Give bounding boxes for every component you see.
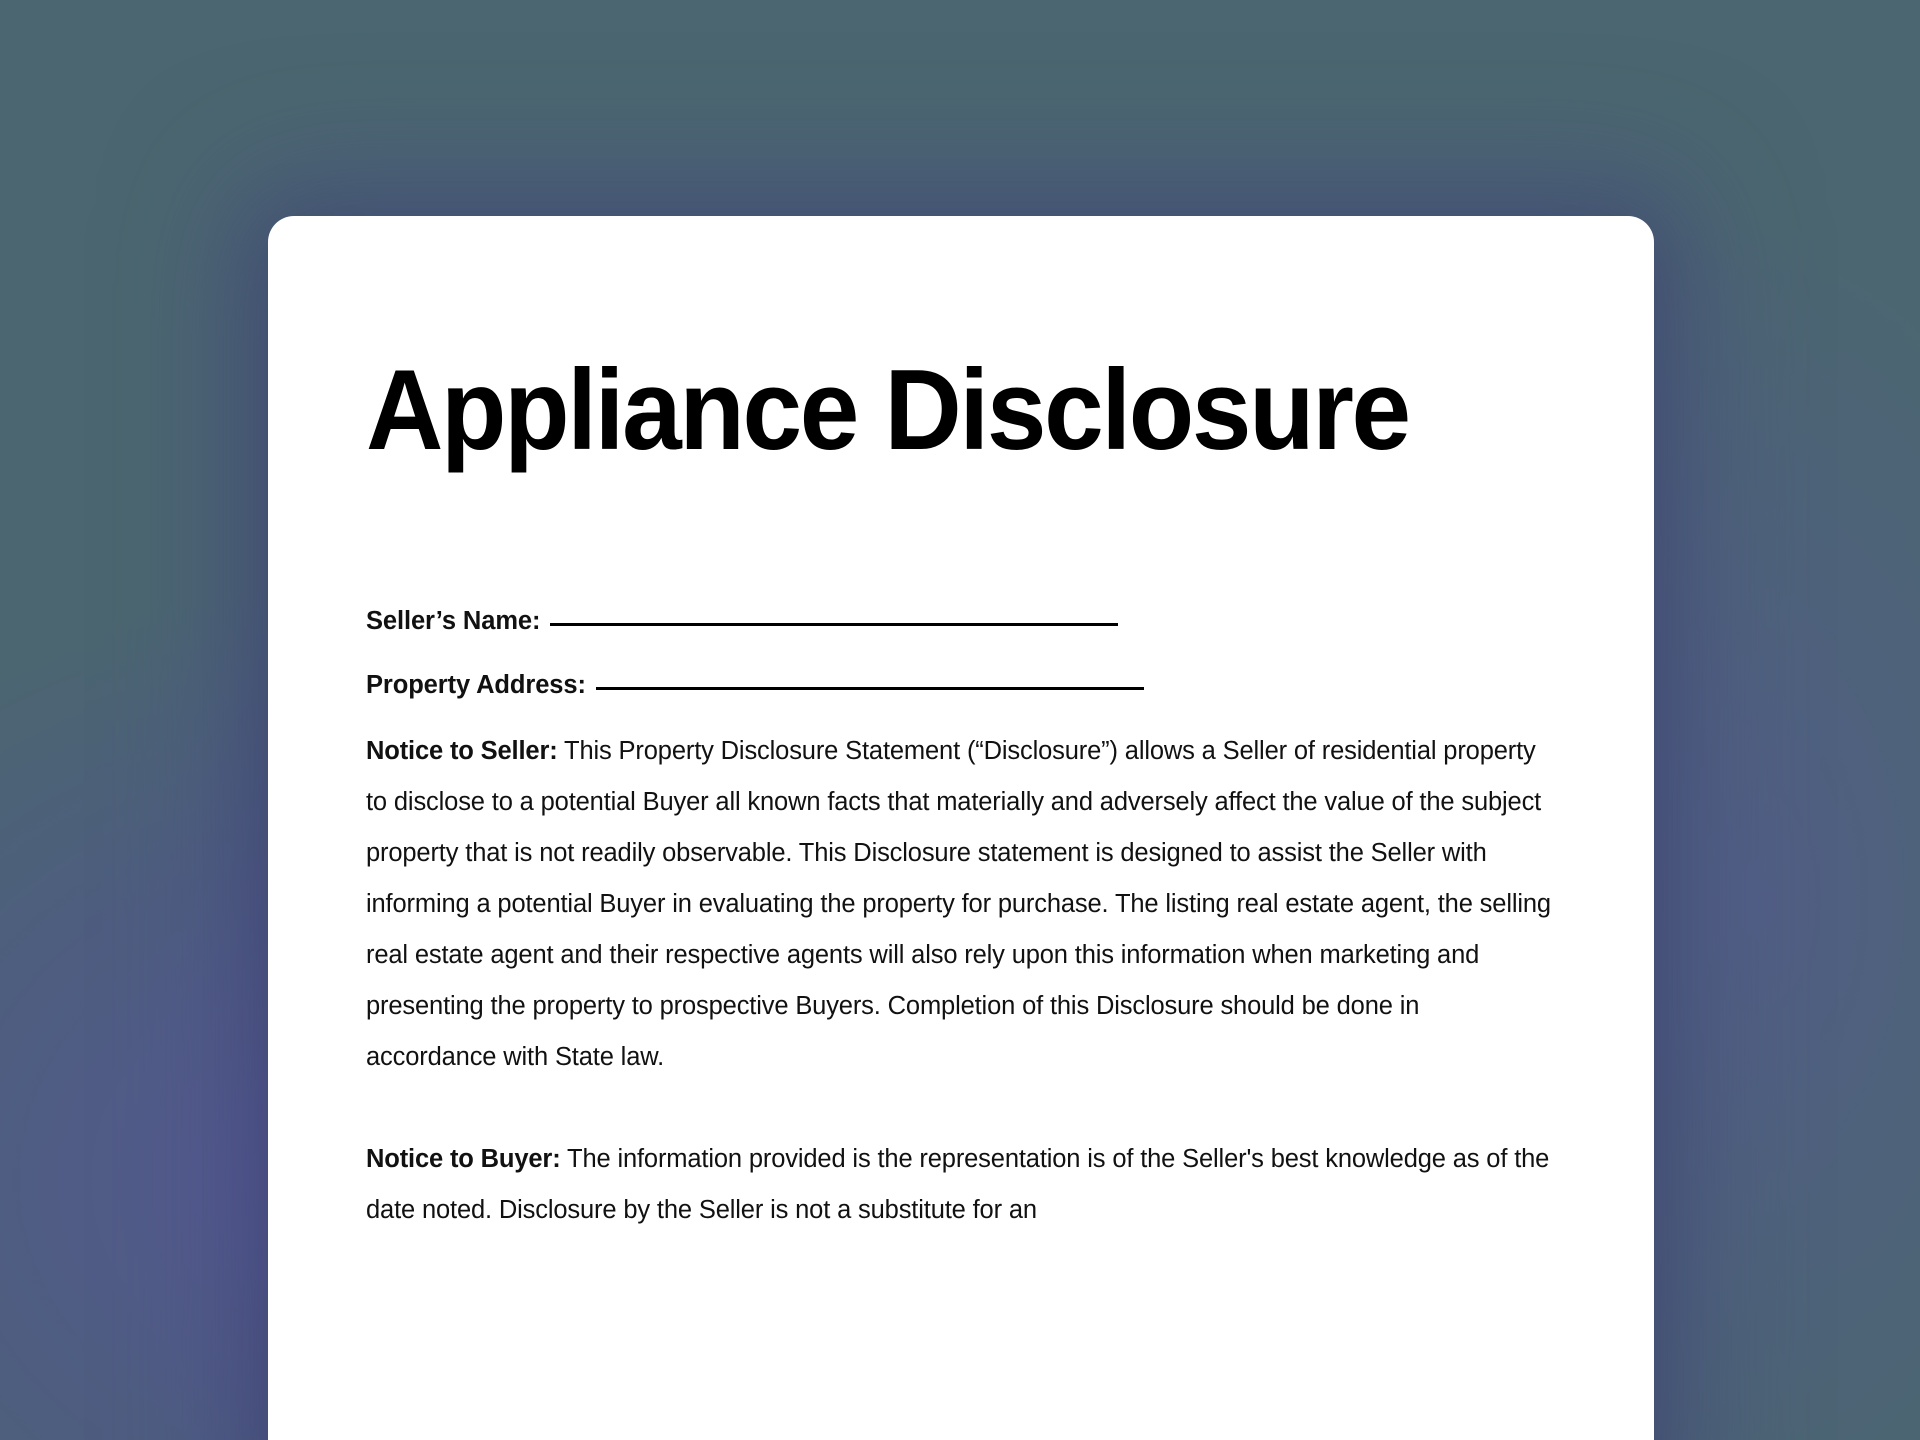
notice-to-buyer-label: Notice to Buyer: [366,1144,561,1173]
field-row-sellers-name [366,606,1556,638]
notice-to-buyer-paragraph [366,1134,1556,1236]
page-title: Appliance Disclosure [366,347,1409,474]
document-content [268,216,1654,1236]
notice-to-buyer-text: The information provided is the representation is of the Seller's best knowledge as of the date noted. Disclosure by the Seller is not a substitute for an [366,1144,1550,1224]
property-address-input[interactable] [596,687,1144,690]
document-page [268,216,1654,1440]
notice-to-seller-text: This Property Disclosure Statement (“Disclosure”) allows a Seller of residential property to disclose to a potential Buyer all known facts that materially and adversely affect the value of the subject property that is not readily observable. This Disclosure statement is designed to assist the Seller with informing a potential Buyer in evaluating the property for purchase. The listing real estate agent, the selling real estate agent and their respective agents will also rely upon this information when marketing and presenting the property to prospective Buyers. Completion of this Disclosure should be done in accordance with State law. [366,736,1551,1071]
notice-to-seller-label: Notice to Seller: [366,736,558,765]
notice-to-seller-paragraph [366,726,1556,1083]
sellers-name-label: Seller’s Name: [366,607,541,635]
sellers-name-input[interactable] [550,623,1118,626]
field-row-property-address [366,670,1556,702]
property-address-label: Property Address: [366,670,586,699]
